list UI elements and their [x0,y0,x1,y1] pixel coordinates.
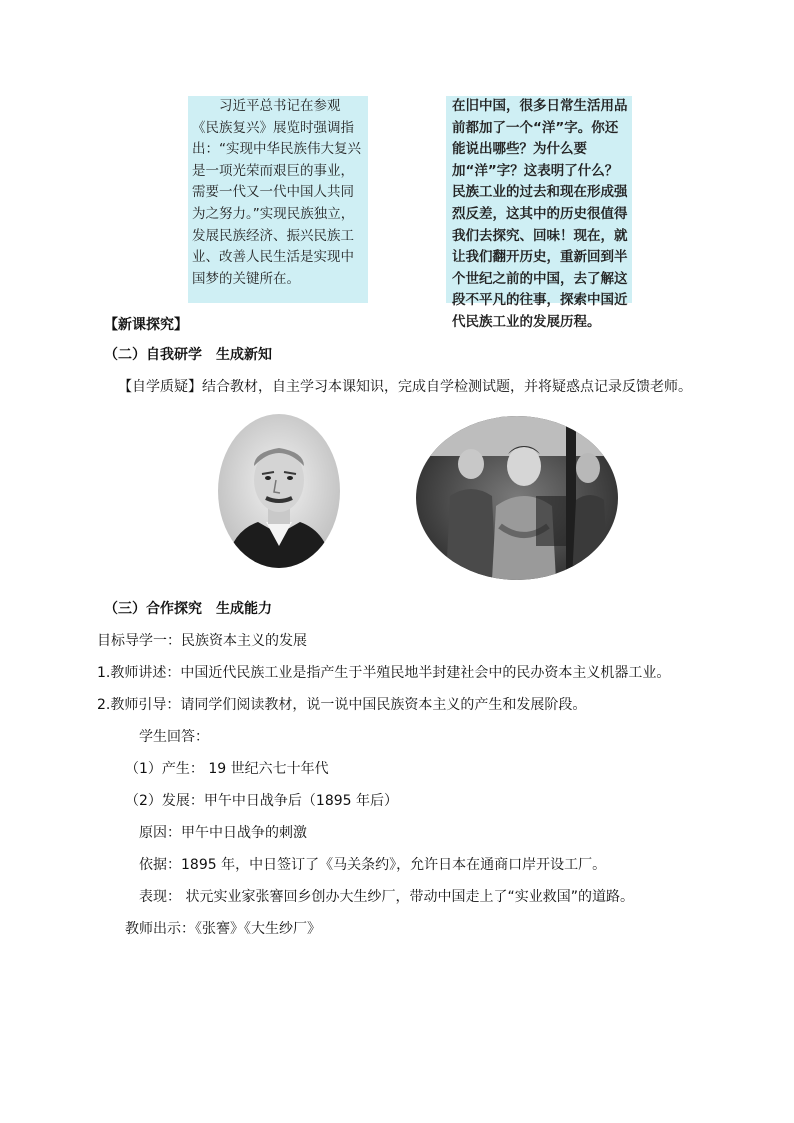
student-answer: 学生回答： [139,729,209,745]
factory-workers-photo [416,416,618,580]
quote-box [188,96,368,303]
intro-text: 在旧中国，很多日常生活用品前都加了一个“洋”字。你还能说出哪些？为什么要加“洋”字？这表明了什么？民族工业的过去和现在形成强烈反差，这其中的历史很值得我们去探究、回味！现在，就让我们翻开历史，重新回到半个世纪之前的中国，去了解这段不平凡的往事，探索中国近代民族工业的发展历程。 [452,98,628,330]
portrait-photo [218,414,340,568]
quote-text: 习近平总书记在参观《民族复兴》展览时强调指出：“实现中华民族伟大复兴是一项光荣而艰巨的事业，需要一代又一代中国人共同为之努力。”实现民族独立，发展民族经济、振兴民族工业、改善人民生活是实现中国梦的关键所在。 [192,98,361,287]
goal-1: 目标导学一：民族资本主义的发展 [97,633,307,649]
answer-1: （1）产生： 19 世纪六七十年代 [125,761,329,777]
performance: 表现： 状元实业家张謇回乡创办大生纱厂，带动中国走上了“实业救国”的道路。 [139,889,634,905]
item-2: 2.教师引导：请同学们阅读教材，说一说中国民族资本主义的产生和发展阶段。 [97,697,587,713]
basis: 依据：1895 年，中日签订了《马关条约》，允许日本在通商口岸开设工厂。 [139,857,607,873]
reason: 原因：甲午中日战争的刺激 [139,825,307,841]
answer-2: （2）发展：甲午中日战争后（1895 年后） [125,793,398,809]
intro-box [446,96,632,330]
section-two-title: （二）自我研学 生成新知 [104,347,272,363]
section-three-title: （三）合作探究 生成能力 [104,601,272,617]
self-study-text: 【自学质疑】结合教材，自主学习本课知识，完成自学检测试题，并将疑惑点记录反馈老师。 [118,379,692,395]
teacher-show: 教师出示：《张謇》《大生纱厂》 [125,921,321,937]
item-1: 1.教师讲述：中国近代民族工业是指产生于半殖民地半封建社会中的民办资本主义机器工业。 [97,665,671,681]
section-new-heading: 【新课探究】 [104,317,188,333]
